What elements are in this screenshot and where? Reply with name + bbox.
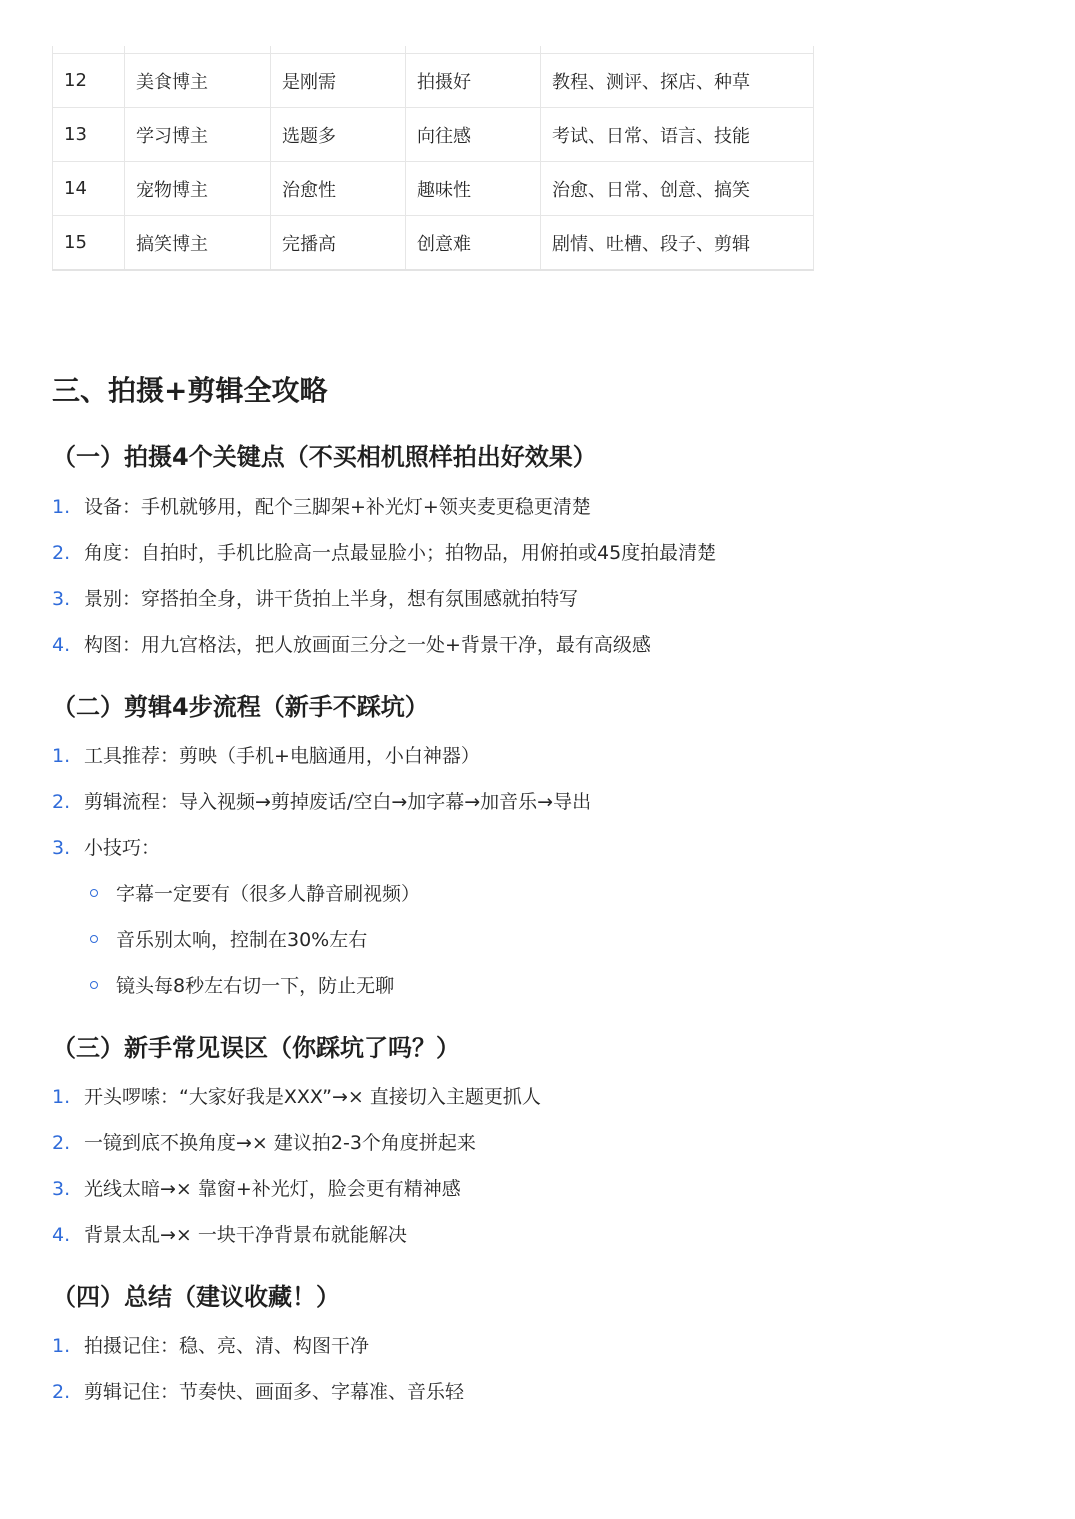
table-cell: 学习博主 (125, 108, 271, 162)
list-text: 构图：用九宫格法，把人放画面三分之一处+背景干净，最有高级感 (84, 634, 651, 656)
list-number: 2. (52, 542, 71, 564)
list-item (52, 1220, 407, 1250)
table-cell: 趣味性 (406, 162, 541, 216)
list-number: 1. (52, 496, 71, 518)
table-cell: 14 (53, 162, 125, 216)
list-item (52, 630, 651, 660)
list-item (52, 584, 578, 614)
subsection-title-summary: （四）总结（建议收藏！） (52, 1283, 340, 1311)
table-cell: 美食博主 (125, 54, 271, 108)
list-number: 3. (52, 837, 71, 859)
bullet-text: 字幕一定要有（很多人静音刷视频） (116, 883, 421, 905)
table-cell: 选题多 (271, 108, 406, 162)
list-item (52, 1128, 476, 1158)
list-number: 2. (52, 1132, 71, 1154)
list-text: 开头啰嗦：“大家好我是XXX”→× 直接切入主题更抓人 (84, 1086, 541, 1108)
bullet-item (90, 971, 394, 1001)
table-cell: 搞笑博主 (125, 216, 271, 271)
table-cell: 向往感 (406, 108, 541, 162)
list-number: 3. (52, 1178, 71, 1200)
list-number: 1. (52, 1335, 71, 1357)
list-item (52, 833, 160, 863)
table-cell: 13 (53, 108, 125, 162)
hollow-bullet-icon (90, 889, 98, 897)
bullet-item (90, 925, 367, 955)
list-text: 背景太乱→× 一块干净背景布就能解决 (84, 1224, 407, 1246)
table-row-cut (53, 46, 814, 54)
list-text: 工具推荐：剪映（手机+电脑通用，小白神器） (84, 745, 480, 767)
table-cell: 拍摄好 (406, 54, 541, 108)
bullet-text: 镜头每8秒左右切一下，防止无聊 (116, 975, 395, 997)
table-cell: 考试、日常、语言、技能 (541, 108, 814, 162)
list-item (52, 1174, 461, 1204)
subsection-title-mistakes: （三）新手常见误区（你踩坑了吗？） (52, 1034, 460, 1062)
table-cell: 治愈、日常、创意、搞笑 (541, 162, 814, 216)
list-text: 拍摄记住：稳、亮、清、构图干净 (84, 1335, 370, 1357)
list-text: 小技巧： (84, 837, 161, 859)
table-cell: 教程、测评、探店、种草 (541, 54, 814, 108)
list-item (52, 538, 716, 568)
table-row (53, 54, 814, 108)
table-cell: 创意难 (406, 216, 541, 271)
list-number: 2. (52, 791, 71, 813)
table-cell: 是刚需 (271, 54, 406, 108)
list-number: 1. (52, 1086, 71, 1108)
list-text: 景别：穿搭拍全身，讲干货拍上半身，想有氛围感就拍特写 (84, 588, 579, 610)
subsection-title-editing: （二）剪辑4步流程（新手不踩坑） (52, 693, 429, 721)
table-cell: 15 (53, 216, 125, 271)
list-number: 3. (52, 588, 71, 610)
list-item (52, 492, 591, 522)
list-number: 1. (52, 745, 71, 767)
list-number: 4. (52, 1224, 71, 1246)
table-row (53, 162, 814, 216)
bullet-text: 音乐别太响，控制在30%左右 (116, 929, 368, 951)
list-item (52, 741, 480, 771)
section-title: 三、拍摄+剪辑全攻略 (52, 374, 328, 407)
list-item (52, 1082, 541, 1112)
list-text: 剪辑流程：导入视频→剪掉废话/空白→加字幕→加音乐→导出 (84, 791, 592, 813)
blogger-table-container (52, 46, 813, 271)
table-cell: 完播高 (271, 216, 406, 271)
table-cell: 治愈性 (271, 162, 406, 216)
table-cell: 宠物博主 (125, 162, 271, 216)
list-item (52, 1377, 464, 1407)
table-row (53, 108, 814, 162)
subsection-title-shooting: （一）拍摄4个关键点（不买相机照样拍出好效果） (52, 443, 597, 471)
bullet-item (90, 879, 420, 909)
list-text: 剪辑记住：节奏快、画面多、字幕准、音乐轻 (84, 1381, 465, 1403)
list-text: 一镜到底不换角度→× 建议拍2-3个角度拼起来 (84, 1132, 476, 1154)
hollow-bullet-icon (90, 981, 98, 989)
blogger-table (52, 46, 814, 271)
table-cell: 剧情、吐槽、段子、剪辑 (541, 216, 814, 271)
list-item (52, 787, 591, 817)
list-number: 4. (52, 634, 71, 656)
list-text: 光线太暗→× 靠窗+补光灯，脸会更有精神感 (84, 1178, 461, 1200)
list-text: 角度：自拍时，手机比脸高一点最显脸小；拍物品，用俯拍或45度拍最清楚 (84, 542, 717, 564)
table-row (53, 216, 814, 271)
table-cell: 12 (53, 54, 125, 108)
list-item (52, 1331, 369, 1361)
hollow-bullet-icon (90, 935, 98, 943)
list-text: 设备：手机就够用，配个三脚架+补光灯+领夹麦更稳更清楚 (84, 496, 591, 518)
list-number: 2. (52, 1381, 71, 1403)
